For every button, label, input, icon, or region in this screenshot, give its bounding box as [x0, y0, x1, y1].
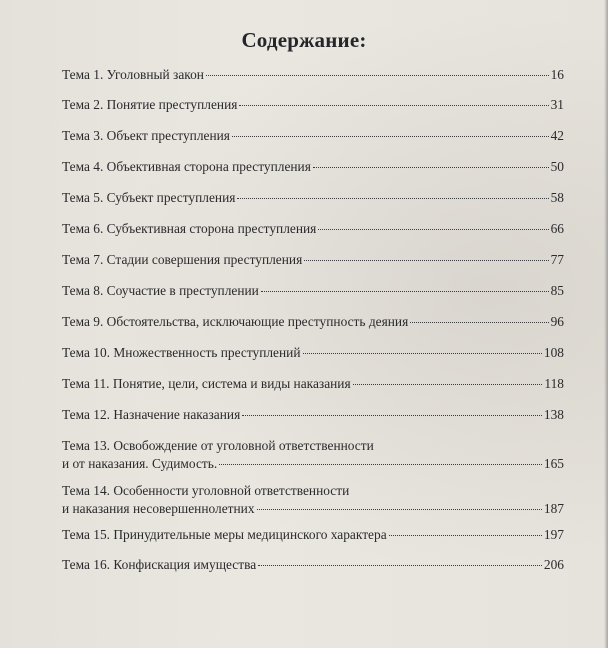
toc-entry-15 [62, 526, 564, 544]
toc-entry-title: Тема 10. Множественность преступлений [62, 345, 301, 360]
dot-leader [258, 565, 542, 566]
toc-entry-page: 96 [550, 314, 564, 329]
dot-leader [257, 509, 542, 510]
toc-entry-title: Тема 8. Соучастие в преступлении [62, 283, 259, 298]
toc-entry-page: 42 [550, 128, 564, 143]
toc-entry-title-line2: и от наказания. Судимость. [62, 456, 218, 471]
toc-entry-title: Тема 3. Объект преступления [62, 128, 230, 143]
toc-entry-5 [62, 189, 564, 207]
toc-entry-2 [62, 96, 564, 114]
toc-entry-14 [62, 482, 564, 518]
dot-leader [303, 353, 542, 354]
toc-entry-title-line1: Тема 13. Освобождение от уголовной ответственности [62, 438, 374, 453]
toc-entry-page: 77 [550, 252, 564, 267]
dot-leader [389, 535, 542, 536]
toc-entry-title: Тема 11. Понятие, цели, система и виды наказания [62, 376, 351, 391]
toc-entry-page: 118 [544, 376, 564, 391]
toc-entry-1 [62, 66, 564, 84]
toc-entry-8 [62, 282, 564, 300]
toc-entry-title-line1: Тема 14. Особенности уголовной ответственности [62, 483, 350, 498]
toc-entry-title: Тема 6. Субъективная сторона преступления [62, 221, 317, 236]
toc-entry-12 [62, 406, 564, 424]
dot-leader [304, 260, 548, 261]
toc-entry-page: 66 [550, 221, 564, 236]
toc-entry-7 [62, 251, 564, 269]
toc-entry-9 [62, 313, 564, 331]
toc-entry-page: 138 [543, 407, 564, 422]
toc-entry-title: Тема 16. Конфискация имущества [62, 557, 257, 572]
dot-leader [410, 322, 548, 323]
page-edge-shadow [604, 0, 608, 648]
toc-entry-page: 165 [543, 456, 564, 471]
dot-leader [206, 75, 549, 76]
dot-leader [353, 384, 543, 385]
toc-entry-10 [62, 344, 564, 362]
toc-entry-4 [62, 158, 564, 176]
toc-entry-page: 108 [543, 345, 564, 360]
toc-entry-page: 206 [543, 557, 564, 572]
toc-entry-page: 31 [550, 97, 564, 112]
dot-leader [219, 464, 542, 465]
dot-leader [261, 291, 549, 292]
toc-entry-title: Тема 15. Принудительные меры медицинского характера [62, 527, 387, 542]
toc-entry-3 [62, 127, 564, 145]
toc-entry-page: 16 [550, 67, 564, 82]
toc-entry-6 [62, 220, 564, 238]
toc-entry-11 [62, 375, 564, 393]
toc-entry-page: 187 [543, 501, 564, 516]
toc-entry-title: Тема 4. Объективная сторона преступления [62, 159, 311, 174]
toc-entry-13 [62, 437, 564, 473]
dot-leader [239, 105, 548, 106]
toc-entry-title: Тема 7. Стадии совершения преступления [62, 252, 303, 267]
dot-leader [237, 198, 548, 199]
toc-entry-page: 197 [543, 527, 564, 542]
dot-leader [318, 229, 548, 230]
toc-entry-title: Тема 12. Назначение наказания [62, 407, 241, 422]
dot-leader [313, 167, 549, 168]
page-title: Содержание: [241, 28, 367, 52]
toc-entry-page: 58 [550, 190, 564, 205]
toc-entry-page: 50 [550, 159, 564, 174]
toc-entry-title: Тема 1. Уголовный закон [62, 67, 204, 82]
toc-entry-page: 85 [550, 283, 564, 298]
toc-entry-16 [62, 556, 564, 574]
dot-leader [232, 136, 549, 137]
dot-leader [242, 415, 542, 416]
toc-entry-title-line2: и наказания несовершеннолетних [62, 501, 255, 516]
toc-entry-title: Тема 9. Обстоятельства, исключающие преступность деяния [62, 314, 409, 329]
toc-entry-title: Тема 5. Субъект преступления [62, 190, 236, 205]
toc-entry-title: Тема 2. Понятие преступления [62, 97, 238, 112]
